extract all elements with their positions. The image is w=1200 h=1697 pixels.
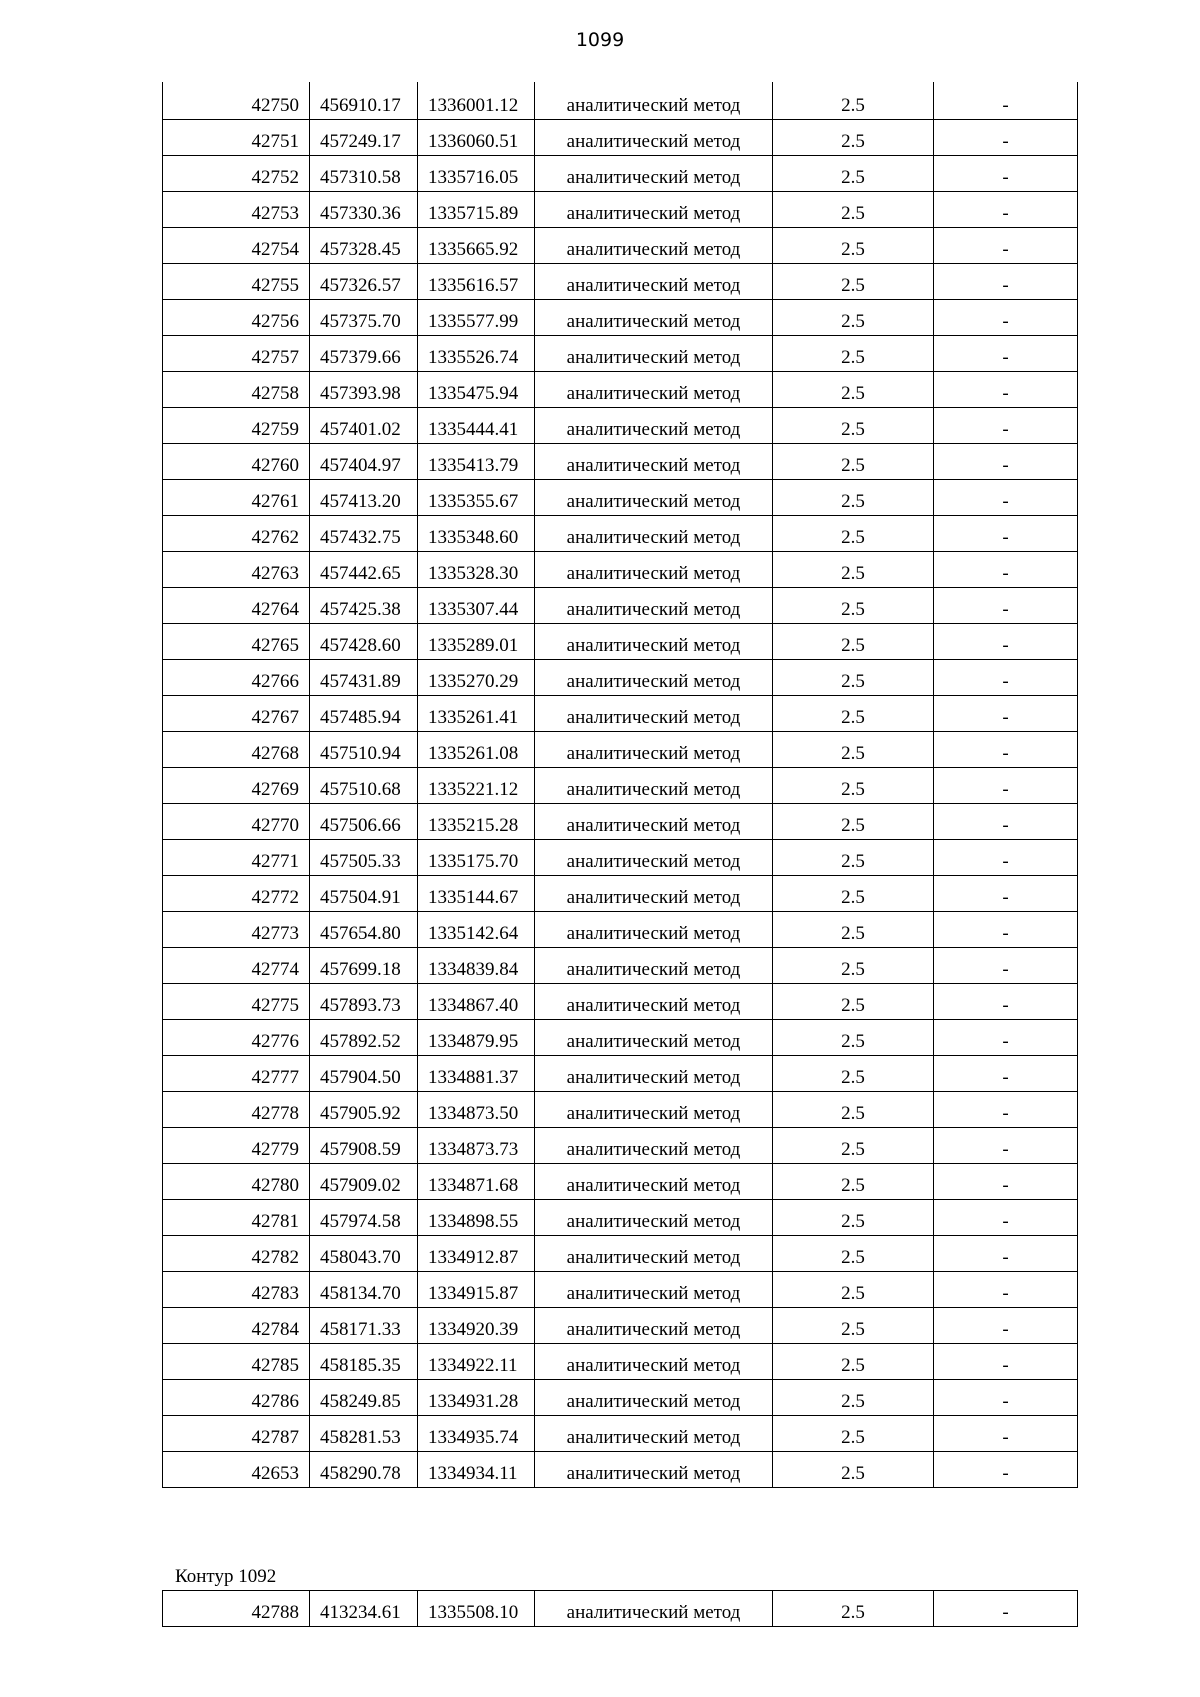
note-cell: - [934,1591,1078,1627]
table-row [163,659,1078,695]
coord-y-cell: 1335355.67 [418,479,535,515]
coord-y-cell: 1335289.01 [418,623,535,659]
coord-y-cell: 1335270.29 [418,659,535,695]
point-number-cell: 42759 [163,407,310,443]
coord-x-cell: 458249.85 [310,1379,418,1415]
coord-x-cell: 457909.02 [310,1163,418,1199]
note-cell: - [934,1091,1078,1127]
point-number-cell: 42777 [163,1055,310,1091]
note-cell: - [934,191,1078,227]
coord-y-cell: 1335444.41 [418,407,535,443]
table-row [163,911,1078,947]
accuracy-cell: 2.5 [773,335,934,371]
method-cell: аналитический метод [535,767,773,803]
accuracy-cell: 2.5 [773,119,934,155]
accuracy-cell: 2.5 [773,731,934,767]
coord-x-cell: 457510.68 [310,767,418,803]
coord-y-cell: 1335716.05 [418,155,535,191]
table-row [163,1127,1078,1163]
coord-x-cell: 457908.59 [310,1127,418,1163]
coord-y-cell: 1334867.40 [418,983,535,1019]
method-cell: аналитический метод [535,1451,773,1487]
method-cell: аналитический метод [535,875,773,911]
point-number-cell: 42768 [163,731,310,767]
coord-y-cell: 1334873.50 [418,1091,535,1127]
point-number-cell: 42774 [163,947,310,983]
note-cell: - [934,983,1078,1019]
coord-y-cell: 1334922.11 [418,1343,535,1379]
note-cell: - [934,1415,1078,1451]
accuracy-cell: 2.5 [773,371,934,407]
coord-x-cell: 457654.80 [310,911,418,947]
table-row [163,1199,1078,1235]
table-row [163,1091,1078,1127]
accuracy-cell: 2.5 [773,155,934,191]
coord-y-cell: 1335715.89 [418,191,535,227]
note-cell: - [934,1451,1078,1487]
note-cell: - [934,1307,1078,1343]
method-cell: аналитический метод [535,947,773,983]
method-cell: аналитический метод [535,551,773,587]
coord-y-cell: 1335221.12 [418,767,535,803]
accuracy-cell: 2.5 [773,767,934,803]
note-cell: - [934,371,1078,407]
accuracy-cell: 2.5 [773,1235,934,1271]
coord-y-cell: 1334935.74 [418,1415,535,1451]
point-number-cell: 42751 [163,119,310,155]
coord-x-cell: 456910.17 [310,82,418,119]
accuracy-cell: 2.5 [773,983,934,1019]
note-cell: - [934,803,1078,839]
accuracy-cell: 2.5 [773,695,934,731]
table-row [163,1379,1078,1415]
point-number-cell: 42756 [163,299,310,335]
point-number-cell: 42783 [163,1271,310,1307]
coord-y-cell: 1335261.08 [418,731,535,767]
method-cell: аналитический метод [535,695,773,731]
coordinates-table [162,82,1078,1488]
method-cell: аналитический метод [535,443,773,479]
table-row [163,839,1078,875]
table-row [163,119,1078,155]
point-number-cell: 42753 [163,191,310,227]
point-number-cell: 42784 [163,1307,310,1343]
note-cell: - [934,1235,1078,1271]
method-cell: аналитический метод [535,839,773,875]
point-number-cell: 42769 [163,767,310,803]
point-number-cell: 42775 [163,983,310,1019]
note-cell: - [934,875,1078,911]
coord-y-cell: 1335475.94 [418,371,535,407]
note-cell: - [934,479,1078,515]
coord-x-cell: 457892.52 [310,1019,418,1055]
accuracy-cell: 2.5 [773,299,934,335]
coord-x-cell: 457504.91 [310,875,418,911]
method-cell: аналитический метод [535,515,773,551]
accuracy-cell: 2.5 [773,911,934,947]
coord-y-cell: 1335261.41 [418,695,535,731]
table-row [163,191,1078,227]
method-cell: аналитический метод [535,1379,773,1415]
table-row [163,443,1078,479]
coord-y-cell: 1335665.92 [418,227,535,263]
point-number-cell: 42764 [163,587,310,623]
point-number-cell: 42752 [163,155,310,191]
table-row [163,1343,1078,1379]
accuracy-cell: 2.5 [773,875,934,911]
note-cell: - [934,82,1078,119]
coord-x-cell: 457431.89 [310,659,418,695]
note-cell: - [934,587,1078,623]
coord-y-cell: 1335577.99 [418,299,535,335]
coord-x-cell: 457330.36 [310,191,418,227]
method-cell: аналитический метод [535,1343,773,1379]
coord-y-cell: 1334934.11 [418,1451,535,1487]
note-cell: - [934,1199,1078,1235]
point-number-cell: 42778 [163,1091,310,1127]
point-number-cell: 42763 [163,551,310,587]
coord-y-cell: 1334873.73 [418,1127,535,1163]
note-cell: - [934,119,1078,155]
table-row [163,479,1078,515]
coord-y-cell: 1335526.74 [418,335,535,371]
coord-y-cell: 1335307.44 [418,587,535,623]
note-cell: - [934,1127,1078,1163]
note-cell: - [934,947,1078,983]
method-cell: аналитический метод [535,587,773,623]
coord-y-cell: 1335348.60 [418,515,535,551]
coord-x-cell: 458171.33 [310,1307,418,1343]
method-cell: аналитический метод [535,371,773,407]
note-cell: - [934,911,1078,947]
coord-x-cell: 458134.70 [310,1271,418,1307]
point-number-cell: 42760 [163,443,310,479]
accuracy-cell: 2.5 [773,227,934,263]
accuracy-cell: 2.5 [773,1163,934,1199]
note-cell: - [934,155,1078,191]
point-number-cell: 42762 [163,515,310,551]
coord-y-cell: 1335142.64 [418,911,535,947]
note-cell: - [934,515,1078,551]
table-row [163,82,1078,119]
note-cell: - [934,839,1078,875]
accuracy-cell: 2.5 [773,1199,934,1235]
coord-x-cell: 413234.61 [310,1591,418,1627]
accuracy-cell: 2.5 [773,623,934,659]
point-number-cell: 42785 [163,1343,310,1379]
point-number-cell: 42770 [163,803,310,839]
coord-x-cell: 457310.58 [310,155,418,191]
coord-y-cell: 1336001.12 [418,82,535,119]
coord-x-cell: 457506.66 [310,803,418,839]
method-cell: аналитический метод [535,227,773,263]
point-number-cell: 42786 [163,1379,310,1415]
method-cell: аналитический метод [535,82,773,119]
coord-y-cell: 1334871.68 [418,1163,535,1199]
point-number-cell: 42771 [163,839,310,875]
method-cell: аналитический метод [535,911,773,947]
method-cell: аналитический метод [535,191,773,227]
accuracy-cell: 2.5 [773,839,934,875]
coord-x-cell: 457326.57 [310,263,418,299]
coord-x-cell: 457375.70 [310,299,418,335]
accuracy-cell: 2.5 [773,1271,934,1307]
accuracy-cell: 2.5 [773,803,934,839]
coord-x-cell: 458290.78 [310,1451,418,1487]
note-cell: - [934,407,1078,443]
accuracy-cell: 2.5 [773,263,934,299]
note-cell: - [934,1055,1078,1091]
coord-y-cell: 1334931.28 [418,1379,535,1415]
note-cell: - [934,659,1078,695]
note-cell: - [934,1379,1078,1415]
coord-x-cell: 457905.92 [310,1091,418,1127]
coord-x-cell: 457442.65 [310,551,418,587]
coord-y-cell: 1335328.30 [418,551,535,587]
note-cell: - [934,623,1078,659]
method-cell: аналитический метод [535,299,773,335]
page-number: 1099 [575,29,625,51]
accuracy-cell: 2.5 [773,407,934,443]
method-cell: аналитический метод [535,1127,773,1163]
accuracy-cell: 2.5 [773,1019,934,1055]
table-row [163,1055,1078,1091]
note-cell: - [934,1163,1078,1199]
method-cell: аналитический метод [535,803,773,839]
method-cell: аналитический метод [535,623,773,659]
accuracy-cell: 2.5 [773,551,934,587]
point-number-cell: 42788 [163,1591,310,1627]
point-number-cell: 42758 [163,371,310,407]
table-row [163,947,1078,983]
point-number-cell: 42779 [163,1127,310,1163]
coord-y-cell: 1334920.39 [418,1307,535,1343]
coord-y-cell: 1336060.51 [418,119,535,155]
note-cell: - [934,695,1078,731]
table-row [163,515,1078,551]
coord-y-cell: 1334912.87 [418,1235,535,1271]
coord-x-cell: 457328.45 [310,227,418,263]
point-number-cell: 42750 [163,82,310,119]
table-row [163,875,1078,911]
note-cell: - [934,1271,1078,1307]
table-row [163,1271,1078,1307]
table-row [163,1163,1078,1199]
coord-x-cell: 457379.66 [310,335,418,371]
note-cell: - [934,335,1078,371]
method-cell: аналитический метод [535,155,773,191]
note-cell: - [934,1019,1078,1055]
coord-y-cell: 1334898.55 [418,1199,535,1235]
coord-x-cell: 457485.94 [310,695,418,731]
table-row [163,1591,1078,1627]
method-cell: аналитический метод [535,1019,773,1055]
coord-x-cell: 457249.17 [310,119,418,155]
table-row [163,371,1078,407]
point-number-cell: 42653 [163,1451,310,1487]
table-row [163,731,1078,767]
table-row [163,1451,1078,1487]
note-cell: - [934,731,1078,767]
method-cell: аналитический метод [535,731,773,767]
accuracy-cell: 2.5 [773,1379,934,1415]
note-cell: - [934,443,1078,479]
point-number-cell: 42754 [163,227,310,263]
coord-y-cell: 1335413.79 [418,443,535,479]
note-cell: - [934,1343,1078,1379]
method-cell: аналитический метод [535,119,773,155]
point-number-cell: 42761 [163,479,310,515]
point-number-cell: 42781 [163,1199,310,1235]
method-cell: аналитический метод [535,263,773,299]
accuracy-cell: 2.5 [773,659,934,695]
note-cell: - [934,227,1078,263]
point-number-cell: 42767 [163,695,310,731]
method-cell: аналитический метод [535,479,773,515]
coord-x-cell: 457393.98 [310,371,418,407]
point-number-cell: 42776 [163,1019,310,1055]
coord-y-cell: 1335616.57 [418,263,535,299]
point-number-cell: 42766 [163,659,310,695]
coord-y-cell: 1335175.70 [418,839,535,875]
coord-x-cell: 457893.73 [310,983,418,1019]
table-row [163,407,1078,443]
coord-x-cell: 457401.02 [310,407,418,443]
method-cell: аналитический метод [535,1307,773,1343]
table-row [163,803,1078,839]
coord-x-cell: 457505.33 [310,839,418,875]
coord-x-cell: 457428.60 [310,623,418,659]
method-cell: аналитический метод [535,983,773,1019]
point-number-cell: 42782 [163,1235,310,1271]
coord-y-cell: 1335144.67 [418,875,535,911]
coord-x-cell: 457699.18 [310,947,418,983]
coord-x-cell: 457904.50 [310,1055,418,1091]
method-cell: аналитический метод [535,1199,773,1235]
accuracy-cell: 2.5 [773,82,934,119]
method-cell: аналитический метод [535,335,773,371]
table-row [163,335,1078,371]
method-cell: аналитический метод [535,1271,773,1307]
table-row [163,1019,1078,1055]
table-row [163,263,1078,299]
table-row [163,299,1078,335]
accuracy-cell: 2.5 [773,1091,934,1127]
accuracy-cell: 2.5 [773,443,934,479]
coord-x-cell: 457510.94 [310,731,418,767]
note-cell: - [934,299,1078,335]
table-row [163,767,1078,803]
method-cell: аналитический метод [535,1235,773,1271]
accuracy-cell: 2.5 [773,587,934,623]
table-row [163,587,1078,623]
contour-table [162,1590,1078,1627]
table-row [163,983,1078,1019]
accuracy-cell: 2.5 [773,1055,934,1091]
table-row [163,695,1078,731]
note-cell: - [934,551,1078,587]
point-number-cell: 42772 [163,875,310,911]
accuracy-cell: 2.5 [773,1415,934,1451]
method-cell: аналитический метод [535,1591,773,1627]
method-cell: аналитический метод [535,659,773,695]
method-cell: аналитический метод [535,1163,773,1199]
accuracy-cell: 2.5 [773,191,934,227]
coord-y-cell: 1335508.10 [418,1591,535,1627]
point-number-cell: 42773 [163,911,310,947]
coord-y-cell: 1335215.28 [418,803,535,839]
coord-y-cell: 1334839.84 [418,947,535,983]
coord-y-cell: 1334915.87 [418,1271,535,1307]
point-number-cell: 42755 [163,263,310,299]
coord-x-cell: 457413.20 [310,479,418,515]
accuracy-cell: 2.5 [773,1343,934,1379]
table-row [163,551,1078,587]
accuracy-cell: 2.5 [773,947,934,983]
table-row [163,1415,1078,1451]
point-number-cell: 42787 [163,1415,310,1451]
table-row [163,155,1078,191]
method-cell: аналитический метод [535,1055,773,1091]
method-cell: аналитический метод [535,407,773,443]
method-cell: аналитический метод [535,1415,773,1451]
accuracy-cell: 2.5 [773,1451,934,1487]
coord-x-cell: 457425.38 [310,587,418,623]
coord-x-cell: 457432.75 [310,515,418,551]
coord-y-cell: 1334879.95 [418,1019,535,1055]
table-row [163,227,1078,263]
accuracy-cell: 2.5 [773,1591,934,1627]
accuracy-cell: 2.5 [773,479,934,515]
coord-x-cell: 457974.58 [310,1199,418,1235]
accuracy-cell: 2.5 [773,1307,934,1343]
coord-x-cell: 458185.35 [310,1343,418,1379]
point-number-cell: 42780 [163,1163,310,1199]
note-cell: - [934,263,1078,299]
accuracy-cell: 2.5 [773,1127,934,1163]
table-row [163,1307,1078,1343]
method-cell: аналитический метод [535,1091,773,1127]
table-row [163,1235,1078,1271]
point-number-cell: 42765 [163,623,310,659]
coord-x-cell: 458281.53 [310,1415,418,1451]
coord-y-cell: 1334881.37 [418,1055,535,1091]
point-number-cell: 42757 [163,335,310,371]
coord-x-cell: 457404.97 [310,443,418,479]
table-row [163,623,1078,659]
coord-x-cell: 458043.70 [310,1235,418,1271]
contour-caption: Контур 1092 [175,1566,277,1587]
note-cell: - [934,767,1078,803]
accuracy-cell: 2.5 [773,515,934,551]
